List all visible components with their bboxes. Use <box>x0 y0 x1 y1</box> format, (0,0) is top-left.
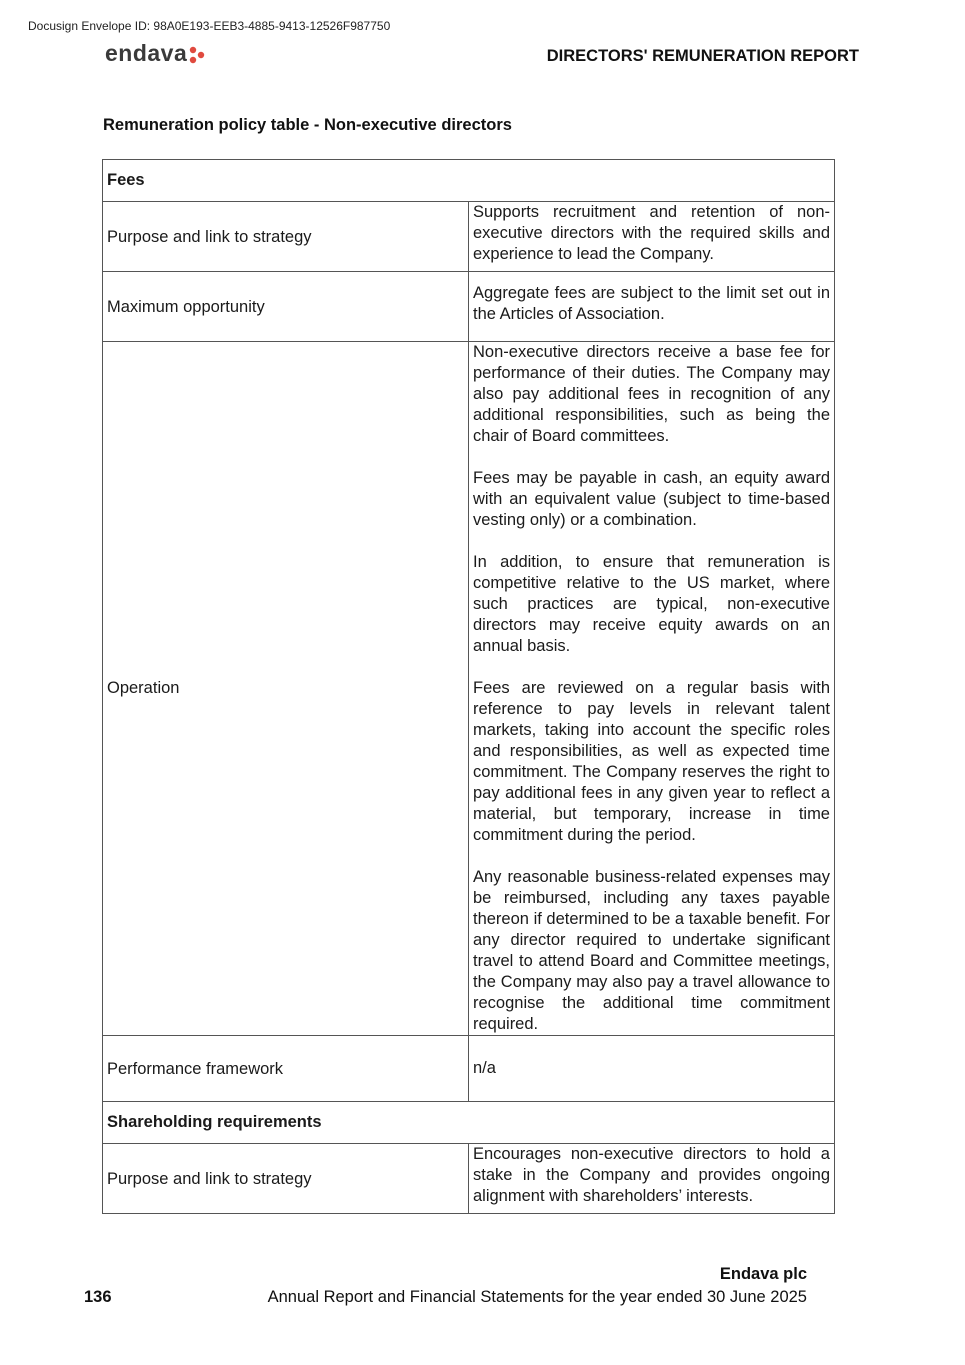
fees-heading: Fees <box>103 160 835 202</box>
table-row <box>103 202 835 272</box>
table-row <box>103 272 835 342</box>
operation-paragraph: Non-executive directors receive a base fee for performance of their duties. The Company may also pay additional fees in recognition of any additional responsibilities, such as being the chair of Board committees. <box>473 343 830 445</box>
logo-wordmark: endava <box>105 40 188 66</box>
table-row <box>103 1102 835 1144</box>
row-label: Maximum opportunity <box>103 272 469 342</box>
endava-logo-mark-icon <box>188 46 206 64</box>
footer-report-name: Annual Report and Financial Statements for the year ended 30 June 2025 <box>267 1288 807 1306</box>
row-label: Purpose and link to strategy <box>103 202 469 272</box>
report-title: DIRECTORS' REMUNERATION REPORT <box>546 47 859 65</box>
row-label: Purpose and link to strategy <box>103 1144 469 1214</box>
table-row <box>103 1144 835 1214</box>
operation-paragraph: Fees may be payable in cash, an equity award with an equivalent value (subject to time-based vesting only) or a combination. <box>473 469 830 529</box>
endava-logo <box>105 40 206 67</box>
row-description: n/a <box>469 1036 835 1102</box>
row-description: Supports recruitment and retention of non-executive directors with the required skills and experience to lead the Company. <box>469 202 835 272</box>
page-number: 136 <box>84 1288 112 1306</box>
footer-company-name: Endava plc <box>719 1265 807 1283</box>
row-description: Aggregate fees are subject to the limit set out in the Articles of Association. <box>469 272 835 342</box>
row-label: Performance framework <box>103 1036 469 1102</box>
operation-paragraph: In addition, to ensure that remuneration is competitive relative to the US market, where such practices are typical, non-executive directors may receive equity awards on an annual basis. <box>473 553 830 655</box>
shareholding-heading: Shareholding requirements <box>103 1102 835 1144</box>
operation-paragraph: Fees are reviewed on a regular basis with reference to pay levels in relevant talent markets, taking into account the specific roles and responsibilities, as well as expected time commitment. The Company reserves the right to pay additional fees in any given year to reflect a material, but temporary, increase in time commitment during the period. <box>473 679 830 844</box>
row-label: Operation <box>103 342 469 1036</box>
operation-description <box>469 342 835 1036</box>
table-row <box>103 342 835 1036</box>
remuneration-policy-table <box>102 159 835 1214</box>
table-row <box>103 160 835 202</box>
table-row <box>103 1036 835 1102</box>
operation-paragraph: Any reasonable business-related expenses may be reimbursed, including any taxes payable thereon if determined to be a taxable benefit. For any director required to undertake significant travel to attend Board and Committee meetings, the Company may also pay a travel allowance to recognise the additional time commitment required. <box>473 868 830 1033</box>
section-title: Remuneration policy table - Non-executive directors <box>103 116 512 134</box>
docusign-envelope-id: Docusign Envelope ID: 98A0E193-EEB3-4885-9413-12526F987750 <box>28 19 391 33</box>
row-description: Encourages non-executive directors to hold a stake in the Company and provides ongoing alignment with shareholders’ interests. <box>469 1144 835 1214</box>
